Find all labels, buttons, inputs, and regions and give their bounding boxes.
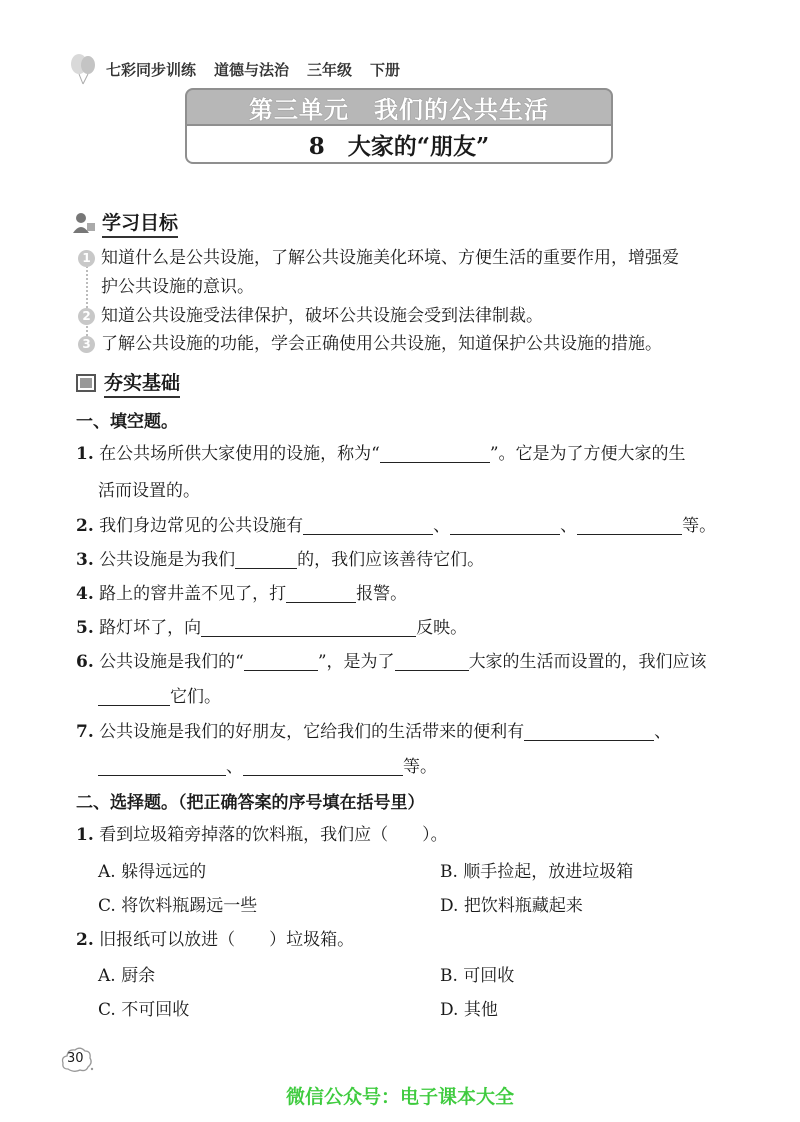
- header-volume: 下册: [370, 60, 401, 79]
- option-d[interactable]: D. 把饮料瓶藏起来: [440, 896, 583, 916]
- fill-question-4: [76, 580, 407, 608]
- fill-question-5: [76, 614, 467, 642]
- question-number: 7.: [76, 722, 94, 742]
- answer-blank[interactable]: [577, 514, 682, 535]
- question-text: 公共设施是我们的“: [99, 652, 244, 672]
- objectives-heading: [72, 208, 178, 238]
- question-text: 看到垃圾箱旁掉落的饮料瓶，我们应（ ）。: [99, 825, 448, 845]
- fill-question-1: [76, 440, 686, 468]
- header-series: 七彩同步训练: [106, 60, 197, 79]
- question-number: 5.: [76, 618, 94, 638]
- question-text: 报警。: [356, 584, 408, 604]
- answer-blank[interactable]: [243, 755, 403, 776]
- answer-blank[interactable]: [450, 514, 560, 535]
- separator: 、: [654, 722, 672, 742]
- question-text: 在公共场所供大家使用的设施，称为“: [99, 444, 380, 464]
- question-number: 2.: [76, 930, 94, 950]
- answer-blank[interactable]: [98, 685, 170, 706]
- separator: 、: [560, 516, 578, 536]
- answer-blank[interactable]: [380, 442, 490, 463]
- question-number: 6.: [76, 652, 94, 672]
- question-text: ”。它是为了方便大家的生: [489, 444, 686, 464]
- person-icon: [72, 212, 96, 234]
- question-text: 路上的窨井盖不见了，打: [99, 584, 287, 604]
- choice-question-2: [76, 926, 354, 954]
- question-text: 大家的生活而设置的，我们应该: [468, 652, 707, 672]
- option-c[interactable]: C. 将饮料瓶踢远一些: [98, 896, 258, 916]
- answer-blank[interactable]: [286, 582, 356, 603]
- answer-blank[interactable]: [235, 548, 297, 569]
- question-number: 4.: [76, 584, 94, 604]
- fill-question-2: [76, 512, 716, 540]
- basics-heading: [76, 368, 180, 398]
- part2-heading: 二、选择题。（把正确答案的序号填在括号里）: [76, 793, 425, 813]
- book-icon: [76, 373, 98, 393]
- page-number-badge: [60, 1045, 90, 1075]
- answer-blank[interactable]: [524, 720, 654, 741]
- header-subject: 道德与法治: [214, 60, 290, 79]
- basics-heading-text: 夯实基础: [104, 368, 180, 398]
- option-d[interactable]: D. 其他: [440, 1000, 498, 1020]
- separator: 、: [433, 516, 451, 536]
- answer-blank[interactable]: [98, 755, 226, 776]
- objective-text: 知道公共设施受法律保护，破坏公共设施会受到法律制裁。: [101, 306, 543, 326]
- answer-blank[interactable]: [395, 650, 469, 671]
- fill-question-6: [76, 648, 707, 676]
- lesson-title: 8 大家的“朋友”: [185, 126, 613, 164]
- objective-1: [78, 244, 679, 302]
- objective-text: 知道什么是公共设施，了解公共设施美化环境、方便生活的重要作用，增强爱: [101, 248, 679, 268]
- fill-question-7-cont: [98, 753, 437, 781]
- question-number: 2.: [76, 516, 94, 536]
- fill-question-3: [76, 546, 484, 574]
- question-text: ”，是为了: [317, 652, 395, 672]
- unit-title: 第三单元 我们的公共生活: [185, 88, 613, 126]
- header-grade: 三年级: [307, 60, 353, 79]
- question-text: 公共设施是为我们: [99, 550, 236, 570]
- option-c[interactable]: C. 不可回收: [98, 1000, 190, 1020]
- balloon-logo-icon: [68, 53, 98, 85]
- watermark: 微信公众号：电子课本大全: [285, 1086, 514, 1108]
- page-header: [68, 52, 410, 86]
- separator: 、: [226, 757, 243, 777]
- title-block: [185, 88, 613, 164]
- option-a[interactable]: A. 躲得远远的: [98, 862, 207, 882]
- option-b[interactable]: B. 可回收: [440, 966, 515, 986]
- objectives-heading-text: 学习目标: [102, 208, 178, 238]
- question-text: 旧报纸可以放进（ ）垃圾箱。: [99, 930, 355, 950]
- page-number: 30: [67, 1051, 84, 1066]
- question-number: 1.: [76, 444, 94, 464]
- option-b[interactable]: B. 顺手捡起，放进垃圾箱: [440, 862, 634, 882]
- objective-number: 1: [78, 250, 95, 267]
- question-number: 3.: [76, 550, 94, 570]
- answer-blank[interactable]: [244, 650, 318, 671]
- fill-question-1-cont: 活而设置的。: [98, 481, 200, 501]
- option-a[interactable]: A. 厨余: [98, 966, 156, 986]
- answer-blank[interactable]: [201, 616, 416, 637]
- question-text: 等。: [403, 757, 437, 777]
- objective-number: 2: [78, 308, 95, 325]
- fill-question-7: [76, 718, 671, 746]
- fill-question-6-cont: [98, 683, 221, 711]
- objective-text: 了解公共设施的功能，学会正确使用公共设施，知道保护公共设施的措施。: [101, 334, 662, 354]
- objective-text: 护公共设施的意识。: [101, 277, 254, 297]
- question-text: 公共设施是我们的好朋友，它给我们的生活带来的便利有: [99, 722, 525, 742]
- question-text: 路灯坏了，向: [99, 618, 202, 638]
- question-text: 反映。: [416, 618, 468, 638]
- question-text: 它们。: [170, 687, 221, 707]
- answer-blank[interactable]: [303, 514, 433, 535]
- question-number: 1.: [76, 825, 94, 845]
- question-text: 等。: [682, 516, 717, 536]
- choice-question-1: [76, 821, 448, 849]
- question-text: 的，我们应该善待它们。: [297, 550, 485, 570]
- part1-heading: 一、填空题。: [76, 412, 178, 432]
- question-text: 我们身边常见的公共设施有: [99, 516, 304, 536]
- objective-2: [78, 302, 543, 331]
- objective-3: [78, 330, 662, 359]
- objective-number: 3: [78, 336, 95, 353]
